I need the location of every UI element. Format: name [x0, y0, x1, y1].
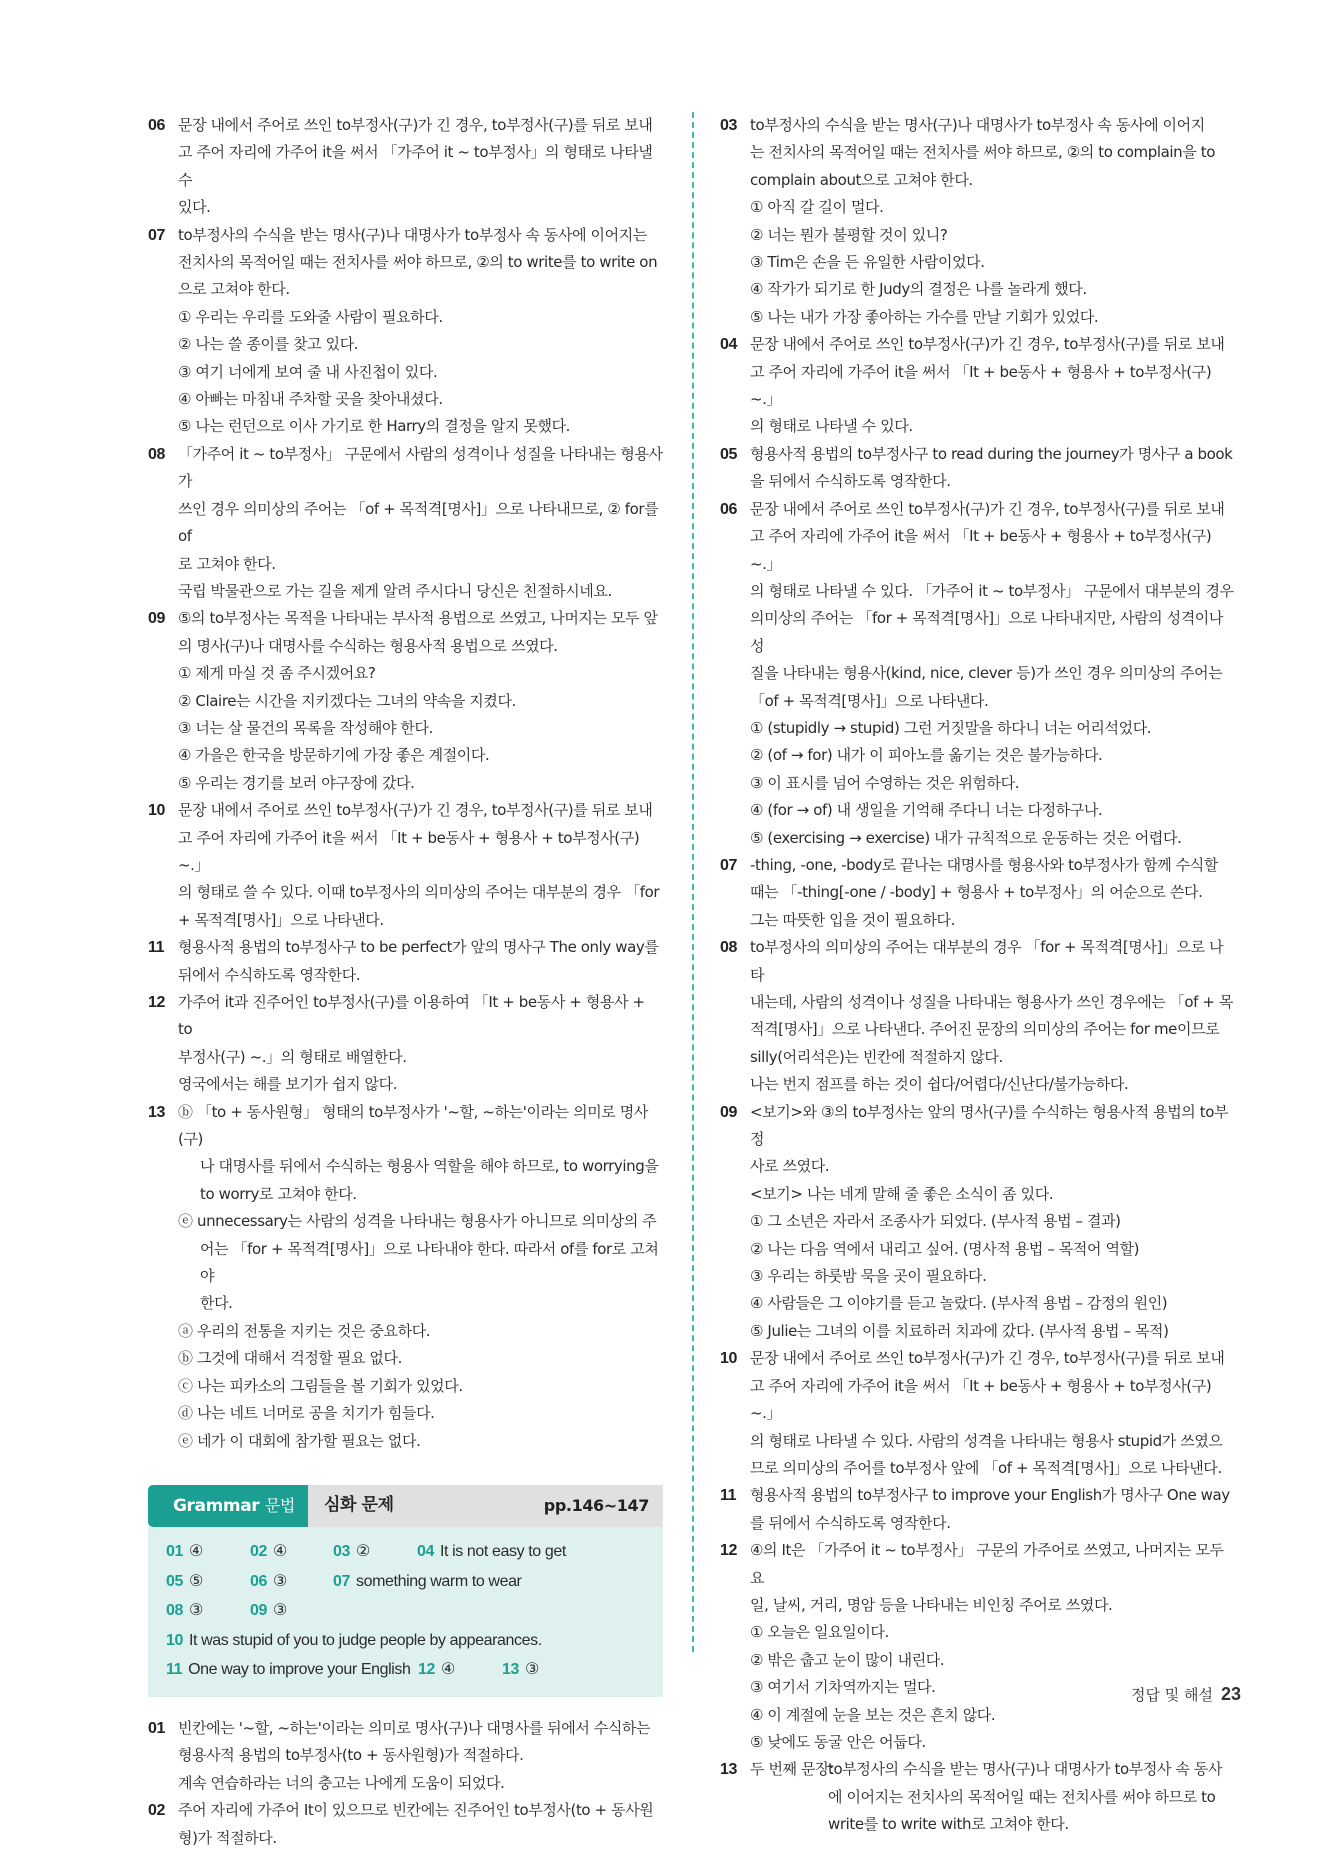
answer-number: 08	[166, 1602, 183, 1620]
item-number: 07	[720, 856, 737, 874]
text-line: <보기> 나는 네게 말해 줄 좋은 소식이 좀 있다.	[750, 1184, 1054, 1203]
text-line: 영국에서는 해를 보기가 쉽지 않다.	[178, 1075, 398, 1094]
answer-panel	[148, 1485, 663, 1697]
item-number: 11	[148, 939, 165, 957]
answer-row	[166, 1596, 645, 1626]
item-number: 08	[720, 939, 737, 957]
answer-item	[166, 1655, 411, 1685]
text-line: 고 주어 자리에 가주어 it을 써서 「It + be동사 + 형용사 + to부정사(구) ~.」	[750, 362, 1212, 409]
text-line: ② Claire는 시간을 지키겠다는 그녀의 약속을 지켰다.	[178, 691, 516, 710]
text-line: ① 우리는 우리를 도와줄 사람이 필요하다.	[178, 307, 443, 326]
text-line: 한다.	[200, 1294, 233, 1313]
text-line: 그는 따뜻한 입을 것이 필요하다.	[750, 910, 956, 929]
item-number: 09	[720, 1103, 737, 1121]
text-line: <보기>와 ③의 to부정사는 앞의 명사(구)를 수식하는 형용사적 용법의 to부정	[750, 1102, 1229, 1149]
item-number: 04	[720, 336, 737, 354]
answer-value: ④	[441, 1661, 455, 1679]
answer-item	[250, 1537, 287, 1567]
text-line: to부정사의 수식을 받는 명사(구)나 대명사가 to부정사 속 동사	[828, 1760, 1223, 1779]
text-line: to부정사의 수식을 받는 명사(구)나 대명사가 to부정사 속 동사에 이어지	[750, 116, 1205, 134]
item-03	[720, 112, 1236, 331]
item-13-translations	[178, 1318, 663, 1455]
text-line: 주어 자리에 가주어 It이 있으므로 빈칸에는 진주어인 to부정사(to + 동사원	[178, 1801, 654, 1820]
text-line: 을 뒤에서 수식하도록 영작한다.	[750, 472, 951, 491]
item-01	[148, 1715, 663, 1797]
text-line: ⑤ 낮에도 동굴 안은 어둡다.	[750, 1732, 926, 1751]
text-line: 문장 내에서 주어로 쓰인 to부정사(구)가 긴 경우, to부정사(구)를 뒤로 보내	[750, 499, 1225, 518]
text-line: 사로 쓰였다.	[750, 1157, 830, 1176]
text-line: ⓐ 우리의 전통을 지키는 것은 중요하다.	[178, 1321, 431, 1340]
text-line: -thing, -one, -body로 끝나는 대명사를 형용사와 to부정사가 함께 수식할	[750, 855, 1218, 874]
text-line: ⑤ 나는 런던으로 이사 가기로 한 Harry의 결정을 알지 못했다.	[178, 417, 571, 436]
item-09	[720, 1099, 1236, 1346]
answer-number: 10	[166, 1631, 183, 1649]
answer-item	[417, 1537, 566, 1567]
text-line: 뒤에서 수식하도록 영작한다.	[178, 965, 361, 984]
text-line: + 목적격[명사]」으로 나타낸다.	[178, 910, 384, 929]
text-line: ① 제게 마실 것 좀 주시겠어요?	[178, 664, 376, 683]
text-line: 빈칸에는 '~할, ~하는'이라는 의미로 명사(구)나 대명사를 뒤에서 수식하는	[178, 1718, 651, 1737]
answer-value: ②	[356, 1542, 370, 1560]
answer-value: ③	[525, 1661, 539, 1679]
item-number: 10	[148, 802, 165, 820]
answer-number: 02	[250, 1542, 267, 1560]
item-09	[148, 605, 663, 797]
text-line: ① 오늘은 일요일이다.	[750, 1623, 889, 1642]
item-11	[148, 934, 663, 989]
item-12	[148, 989, 663, 1099]
text-line: ④ 작가가 되기로 한 Judy의 결정은 나를 놀라게 했다.	[750, 280, 1087, 299]
item-07	[148, 222, 663, 441]
answer-value: One way to improve your English	[188, 1661, 411, 1679]
text-line: 전치사의 목적어일 때는 전치사를 써야 하므로, ②의 to write를 to write on	[178, 253, 658, 272]
text-line: ④ 가을은 한국을 방문하기에 가장 좋은 계절이다.	[178, 746, 490, 765]
item-number: 08	[148, 445, 165, 463]
text-line: 의 형태로 나타낼 수 있다.	[750, 417, 913, 436]
text-line: silly(어리석은)는 빈칸에 적절하지 않다.	[750, 1047, 1003, 1066]
column-divider	[692, 112, 694, 1652]
item-number: 10	[720, 1350, 737, 1368]
text-line: ⓔ unnecessary는 사람의 성격을 나타내는 형용사가 아니므로 의미상의 주	[178, 1212, 657, 1231]
item-13-left	[148, 1099, 663, 1455]
answer-item	[418, 1655, 455, 1685]
item-10	[148, 797, 663, 934]
answer-item	[250, 1567, 287, 1597]
text-line: to부정사의 의미상의 주어는 대부분의 경우 「for + 목적격[명사]」으로 나타	[750, 938, 1224, 984]
text-line: 국립 박물관으로 가는 길을 제게 알려 주시다니 당신은 친절하시네요.	[178, 581, 612, 600]
answer-item	[333, 1567, 522, 1597]
item-12	[720, 1537, 1236, 1756]
text-line: 쓰인 경우 의미상의 주어는 「of + 목적격[명사]」으로 나타내므로, ② for를 of	[178, 499, 659, 546]
text-line: 를 뒤에서 수식하도록 영작한다.	[750, 1513, 951, 1532]
answer-number: 03	[333, 1542, 350, 1560]
answer-item	[250, 1596, 287, 1626]
item-13-right	[720, 1756, 1236, 1838]
answer-item	[166, 1537, 203, 1567]
text-line: ② (of → for) 내가 이 피아노를 옮기는 것은 불가능하다.	[750, 746, 1103, 765]
right-column	[720, 112, 1236, 1839]
text-line: ④ 아빠는 마침내 주차할 곳을 찾아내셨다.	[178, 390, 443, 409]
item-number: 05	[720, 445, 737, 463]
text-line: 질을 나타내는 형용사(kind, nice, clever 등)가 쓰인 경우 의미상의 주어는	[750, 664, 1223, 683]
item-04	[720, 331, 1236, 441]
answer-item	[166, 1596, 203, 1626]
text-line: ⓔ 네가 이 대회에 참가할 필요는 없다.	[178, 1431, 421, 1450]
text-line: ③ 여기 너에게 보여 줄 내 사진첩이 있다.	[178, 362, 438, 381]
item-number: 07	[148, 226, 165, 244]
item-number: 03	[720, 117, 737, 134]
left-items-bottom	[148, 1715, 663, 1852]
text-line: 므로 의미상의 주어를 to부정사 앞에 「of + 목적격[명사]」으로 나타낸다.	[750, 1458, 1222, 1477]
text-line: ⑤ 나는 내가 가장 좋아하는 가수를 만날 기회가 있었다.	[750, 307, 1099, 326]
text-line: ⓓ 나는 네트 너머로 공을 치기가 힘들다.	[178, 1404, 435, 1423]
answer-number: 01	[166, 1542, 183, 1560]
answer-value: ④	[273, 1542, 287, 1560]
text-line: 어는 「for + 목적격[명사]」으로 나타내야 한다. 따라서 of를 for로 고쳐야	[200, 1239, 659, 1286]
text-line: 나 대명사를 뒤에서 수식하는 형용사 역할을 해야 하므로, to worrying을	[200, 1157, 659, 1176]
item-number: 09	[148, 610, 165, 628]
text-line: 의 명사(구)나 대명사를 수식하는 형용사적 용법으로 쓰였다.	[178, 636, 558, 655]
item-number: 06	[148, 117, 165, 134]
panel-tag	[148, 1485, 308, 1527]
answer-value: ⑤	[189, 1572, 203, 1590]
item-number: 02	[148, 1802, 165, 1820]
answer-key	[148, 1527, 663, 1697]
left-items-top	[148, 112, 663, 1099]
text-line: ③ 이 표시를 넘어 수영하는 것은 위험하다.	[750, 773, 1020, 792]
text-line: ⓑ 그것에 대해서 걱정할 필요 없다.	[178, 1349, 402, 1368]
text-line: ① 아직 갈 길이 멀다.	[750, 198, 884, 217]
answer-value: ④	[189, 1542, 203, 1560]
text-line: 의 형태로 나타낼 수 있다. 사람의 성격을 나타내는 형용사 stupid가 쓰였으	[750, 1431, 1223, 1450]
answer-number: 09	[250, 1602, 267, 1620]
text-line: 「가주어 it ~ to부정사」 구문에서 사람의 성격이나 성질을 나타내는 형용사가	[178, 444, 663, 491]
item-number: 12	[720, 1542, 737, 1560]
text-line: 내는데, 사람의 성격이나 성질을 나타내는 형용사가 쓰인 경우에는 「of + 목	[750, 993, 1233, 1011]
text-line: 형용사적 용법의 to부정사(to + 동사원형)가 적절하다.	[178, 1746, 524, 1765]
answer-row	[166, 1537, 645, 1567]
item-02	[148, 1797, 663, 1852]
item-13-b-explanation	[178, 1099, 663, 1209]
text-line: 계속 연습하라는 너의 충고는 나에게 도움이 되었다.	[178, 1773, 505, 1792]
text-line: ② 밖은 춥고 눈이 많이 내린다.	[750, 1650, 945, 1669]
text-line: ④의 It은 「가주어 it ~ to부정사」 구문의 가주어로 쓰였고, 나머지는 모두 요	[750, 1541, 1224, 1587]
answer-number: 07	[333, 1572, 350, 1590]
left-column	[148, 112, 663, 1852]
text-line: 「of + 목적격[명사]」으로 나타낸다.	[750, 691, 989, 710]
text-line: ③ 우리는 하룻밤 묵을 곳이 필요하다.	[750, 1267, 987, 1286]
text-line: 일, 날씨, 거리, 명암 등을 나타내는 비인칭 주어로 쓰였다.	[750, 1595, 1113, 1614]
panel-pages: pp.146~147	[543, 1496, 649, 1516]
text-line: to부정사의 수식을 받는 명사(구)나 대명사가 to부정사 속 동사에 이어지는	[178, 225, 647, 244]
text-line: 가주어 it과 진주어인 to부정사(구)를 이용하여 「It + be동사 + 형용사 + to	[178, 993, 645, 1039]
panel-title: 심화 문제	[324, 1495, 394, 1516]
panel-header	[148, 1485, 663, 1527]
text-line: ② 나는 다음 역에서 내리고 싶어. (명사적 용법 – 목적어 역할)	[750, 1239, 1140, 1258]
answer-item	[333, 1537, 370, 1567]
text-line: ⓑ 「to + 동사원형」 형태의 to부정사가 '~할, ~하는'이라는 의미로 명사(구)	[178, 1102, 648, 1149]
text-line: 문장 내에서 주어로 쓰인 to부정사(구)가 긴 경우, to부정사(구)를 뒤로 보내	[178, 116, 653, 134]
answer-item	[502, 1655, 539, 1685]
text-line: 문장 내에서 주어로 쓰인 to부정사(구)가 긴 경우, to부정사(구)를 뒤로 보내	[750, 1349, 1225, 1368]
item-number: 06	[720, 500, 737, 518]
panel-tag-sub: 문법	[264, 1495, 295, 1515]
answer-value: It was stupid of you to judge people by appearances.	[189, 1631, 542, 1649]
text-line: ② 나는 쓸 종이를 찾고 있다.	[178, 335, 359, 354]
item-08	[720, 934, 1236, 1098]
item-13-prefix: 두 번째 문장:	[750, 1760, 834, 1779]
text-line: 고 주어 자리에 가주어 it을 써서 「It + be동사 + 형용사 + to부정사(구) ~.」	[178, 828, 640, 874]
text-line: ③ 너는 살 물건의 목록을 작성해야 한다.	[178, 718, 433, 737]
answer-row	[166, 1567, 645, 1597]
item-number: 13	[148, 1103, 165, 1121]
text-line: 는 전치사의 목적어일 때는 전치사를 써야 하므로, ②의 to complain을 to	[750, 143, 1215, 162]
answer-number: 12	[418, 1661, 435, 1679]
item-11	[720, 1482, 1236, 1537]
text-line: ① 그 소년은 자라서 조종사가 되었다. (부사적 용법 – 결과)	[750, 1212, 1121, 1231]
text-line: 나는 번지 점프를 하는 것이 쉽다/어렵다/신난다/불가능하다.	[750, 1075, 1129, 1094]
text-line: 적격[명사]」으로 나타낸다. 주어진 문장의 의미상의 주어는 for me이므로	[750, 1020, 1220, 1039]
text-line: 고 주어 자리에 가주어 it을 써서 「It + be동사 + 형용사 + to부정사(구) ~.」	[750, 527, 1212, 573]
text-line: ⑤의 to부정사는 목적을 나타내는 부사적 용법으로 쓰였고, 나머지는 모두 앞	[178, 609, 658, 628]
item-number: 12	[148, 994, 165, 1011]
answer-value: something warm to wear	[356, 1572, 522, 1590]
text-line: ④ (for → of) 내 생일을 기억해 주다니 너는 다정하구나.	[750, 801, 1103, 820]
text-line: to worry로 고쳐야 한다.	[200, 1184, 357, 1203]
item-number: 11	[720, 1487, 737, 1505]
text-line: 문장 내에서 주어로 쓰인 to부정사(구)가 긴 경우, to부정사(구)를 뒤로 보내	[178, 801, 653, 820]
item-number: 01	[148, 1719, 165, 1737]
answer-number: 13	[502, 1661, 519, 1679]
right-items	[720, 112, 1236, 1756]
text-line: ③ Tim은 손을 든 유일한 사람이었다.	[750, 253, 985, 272]
page-number: 23	[1220, 1684, 1241, 1704]
answer-item	[166, 1567, 203, 1597]
item-10	[720, 1345, 1236, 1482]
text-line: 고 주어 자리에 가주어 it을 써서 「가주어 it ~ to부정사」의 형태로 나타낼 수	[178, 143, 653, 189]
answer-value: ③	[189, 1602, 203, 1620]
item-13-e-explanation	[178, 1208, 663, 1318]
text-line: 형용사적 용법의 to부정사구 to read during the journey가 명사구 a book	[750, 444, 1233, 463]
item-number: 13	[720, 1761, 737, 1779]
text-line: ⑤ 우리는 경기를 보러 야구장에 갔다.	[178, 773, 415, 792]
text-line: ⓒ 나는 피카소의 그림들을 볼 기회가 있었다.	[178, 1376, 463, 1395]
text-line: complain about으로 고쳐야 한다.	[750, 170, 973, 189]
footer-label: 정답 및 해설	[1130, 1686, 1213, 1704]
text-line: 형)가 적절하다.	[178, 1828, 277, 1847]
answer-item	[166, 1626, 542, 1656]
text-line: ⑤ Julie는 그녀의 이를 치료하러 치과에 갔다. (부사적 용법 – 목적)	[750, 1321, 1169, 1340]
text-line: ④ 이 계절에 눈을 보는 것은 흔치 않다.	[750, 1705, 996, 1724]
text-line: 의미상의 주어는 「for + 목적격[명사]」으로 나타내지만, 사람의 성격이나 성	[750, 609, 1223, 655]
answer-row	[166, 1626, 645, 1656]
text-line: 형용사적 용법의 to부정사구 to improve your English가 명사구 One way	[750, 1486, 1230, 1505]
text-line: 문장 내에서 주어로 쓰인 to부정사(구)가 긴 경우, to부정사(구)를 뒤로 보내	[750, 335, 1225, 354]
item-06	[148, 112, 663, 222]
item-07	[720, 852, 1236, 934]
text-line: ① (stupidly → stupid) 그런 거짓말을 하다니 너는 어리석었다.	[750, 718, 1152, 737]
answer-value: ③	[273, 1572, 287, 1590]
text-line: write를 to write with로 고쳐야 한다.	[828, 1815, 1069, 1834]
item-05	[720, 441, 1236, 496]
text-line: 때는 「-thing[-one / -body] + 형용사 + to부정사」의 어순으로 쓴다.	[750, 883, 1203, 902]
text-line: 의 형태로 나타낼 수 있다. 「가주어 it ~ to부정사」 구문에서 대부분의 경우	[750, 581, 1234, 600]
page-footer	[1131, 1684, 1241, 1705]
answer-row	[166, 1655, 645, 1685]
item-08	[148, 441, 663, 605]
answer-value: It is not easy to get	[440, 1542, 566, 1560]
answer-number: 11	[166, 1661, 183, 1679]
answer-number: 05	[166, 1572, 183, 1590]
answer-value: ③	[273, 1602, 287, 1620]
answer-number: 04	[417, 1542, 434, 1560]
text-line: 로 고쳐야 한다.	[178, 554, 276, 573]
text-line: ③ 여기서 기차역까지는 멀다.	[750, 1678, 936, 1697]
panel-tag-label: Grammar	[173, 1495, 260, 1516]
answer-number: 06	[250, 1572, 267, 1590]
text-line: ④ 사람들은 그 이야기를 듣고 놀랐다. (부사적 용법 – 감정의 원인)	[750, 1294, 1168, 1313]
text-line: 형용사적 용법의 to부정사구 to be perfect가 앞의 명사구 The only way를	[178, 938, 659, 957]
text-line: 부정사(구) ~.」의 형태로 배열한다.	[178, 1047, 407, 1066]
text-line: 에 이어지는 전치사의 목적어일 때는 전치사를 써야 하므로 to	[828, 1787, 1216, 1806]
text-line: ⑤ (exercising → exercise) 내가 규칙적으로 운동하는 것은 어렵다.	[750, 828, 1182, 847]
text-line: 의 형태로 쓸 수 있다. 이때 to부정사의 의미상의 주어는 대부분의 경우 「for	[178, 883, 660, 902]
text-line: 으로 고쳐야 한다.	[178, 280, 290, 299]
text-line: 고 주어 자리에 가주어 it을 써서 「It + be동사 + 형용사 + to부정사(구) ~.」	[750, 1376, 1212, 1423]
text-line: 있다.	[178, 198, 211, 217]
text-line: ② 너는 뭔가 불평할 것이 있니?	[750, 225, 948, 244]
item-06	[720, 496, 1236, 852]
